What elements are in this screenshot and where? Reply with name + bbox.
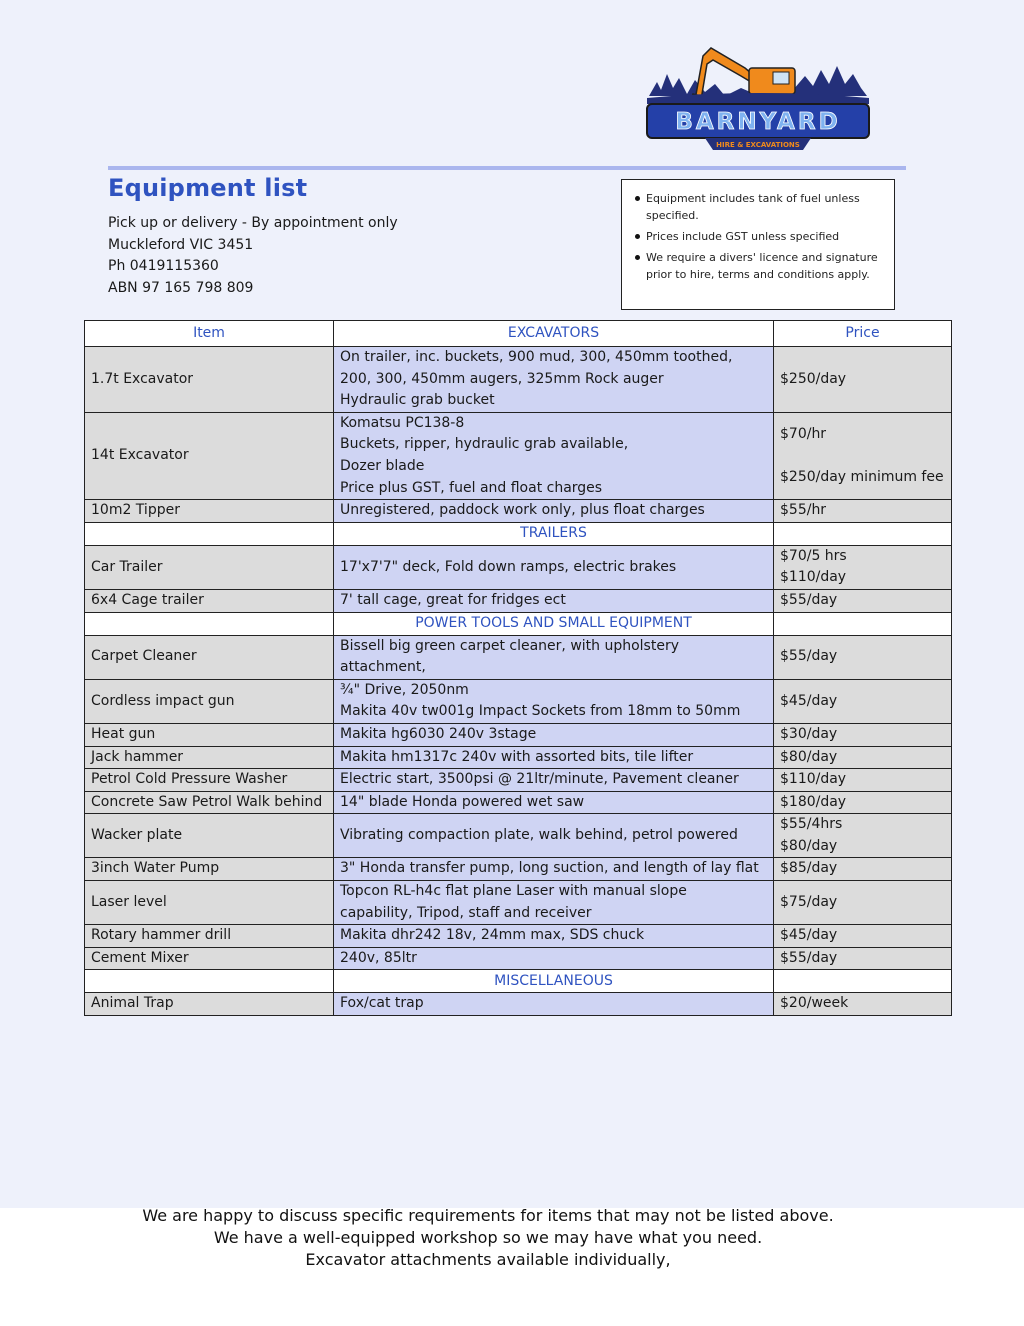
column-header-item: Item — [85, 321, 334, 347]
description-line: Komatsu PC138-8 — [340, 414, 465, 431]
item-cell: Cordless impact gun — [85, 679, 334, 723]
description-cell — [334, 347, 774, 413]
price-cell: $80/day — [774, 746, 952, 769]
description-cell: 14" blade Honda powered wet saw — [334, 791, 774, 814]
barnyard-logo — [645, 38, 871, 156]
logo-brand: BARNYARD — [675, 109, 841, 135]
description-line: Makita 40v tw001g Impact Sockets from 18mm to 50mm — [340, 703, 741, 720]
section-spacer — [85, 970, 334, 993]
price-cell: $110/day — [774, 769, 952, 792]
table-header-row — [85, 321, 952, 347]
description-cell: Makita hg6030 240v 3stage — [334, 723, 774, 746]
table-row — [85, 347, 952, 413]
contact-line: Muckleford VIC 3451 — [108, 236, 254, 253]
footer-line: We have a well-equipped workshop so we may have what you need. — [213, 1228, 763, 1247]
price-cell: $55/day — [774, 635, 952, 679]
item-cell: 1.7t Excavator — [85, 347, 334, 413]
price-cell: $85/day — [774, 858, 952, 881]
table-row — [85, 791, 952, 814]
description-cell: Unregistered, paddock work only, plus float charges — [334, 500, 774, 523]
page-title: Equipment list — [108, 174, 308, 202]
table-row — [85, 814, 952, 858]
price-line: $110/day — [780, 569, 847, 586]
price-cell: $45/day — [774, 679, 952, 723]
description-line: Buckets, ripper, hydraulic grab available, — [340, 436, 629, 453]
description-line: capability, Tripod, staff and receiver — [340, 904, 592, 921]
note-item: Equipment includes tank of fuel unless specified. — [646, 190, 884, 224]
section-spacer — [774, 522, 952, 545]
price-cell: $250/day — [774, 347, 952, 413]
price-cell: $180/day — [774, 791, 952, 814]
footer-line: Excavator attachments available individually, — [305, 1250, 671, 1269]
description-cell: 3" Honda transfer pump, long suction, and length of lay flat — [334, 858, 774, 881]
item-cell: Laser level — [85, 881, 334, 925]
section-spacer — [85, 522, 334, 545]
column-header-category: EXCAVATORS — [334, 321, 774, 347]
item-cell: Carpet Cleaner — [85, 635, 334, 679]
description-cell: 17'x7'7" deck, Fold down ramps, electric brakes — [334, 545, 774, 589]
item-cell: 14t Excavator — [85, 412, 334, 499]
section-spacer — [774, 612, 952, 635]
item-cell: 10m2 Tipper — [85, 500, 334, 523]
contact-line: Pick up or delivery - By appointment only — [108, 215, 398, 231]
section-spacer — [85, 612, 334, 635]
price-cell: $55/day — [774, 947, 952, 970]
description-cell: Makita dhr242 18v, 24mm max, SDS chuck — [334, 925, 774, 948]
description-line: Price plus GST, fuel and float charges — [340, 479, 603, 496]
table-row — [85, 589, 952, 612]
table-row — [85, 881, 952, 925]
price-cell: $45/day — [774, 925, 952, 948]
excavator-window-icon — [773, 72, 789, 84]
section-spacer — [774, 970, 952, 993]
table-row — [85, 545, 952, 589]
description-line: Bissell big green carpet cleaner, with upholstery — [340, 637, 679, 654]
footer-line: We are happy to discuss specific requirements for items that may not be listed above. — [142, 1206, 834, 1225]
item-cell: 3inch Water Pump — [85, 858, 334, 881]
table-row — [85, 500, 952, 523]
table-row — [85, 412, 952, 499]
notes-box — [621, 179, 895, 310]
description-line: ¾" Drive, 2050nm — [340, 681, 469, 698]
item-cell: Jack hammer — [85, 746, 334, 769]
description-cell: Electric start, 3500psi @ 21ltr/minute, Pavement cleaner — [334, 769, 774, 792]
description-line: Hydraulic grab bucket — [340, 392, 495, 409]
logo-tagline: HIRE & EXCAVATIONS — [716, 141, 800, 149]
price-cell — [774, 412, 952, 499]
equipment-table — [84, 320, 952, 1016]
item-cell: Rotary hammer drill — [85, 925, 334, 948]
footer-notes — [0, 1205, 976, 1271]
note-item: Prices include GST unless specified — [646, 228, 884, 245]
section-header-row — [85, 612, 952, 635]
price-cell: $55/day — [774, 589, 952, 612]
description-cell — [334, 412, 774, 499]
item-cell: Car Trailer — [85, 545, 334, 589]
description-line: On trailer, inc. buckets, 900 mud, 300, 450mm toothed, — [340, 349, 733, 365]
price-line: $70/hr — [780, 425, 827, 442]
table-row — [85, 947, 952, 970]
item-cell: 6x4 Cage trailer — [85, 589, 334, 612]
contact-line: ABN 97 165 798 809 — [108, 280, 254, 297]
table-row — [85, 993, 952, 1016]
contact-block — [108, 213, 398, 300]
item-cell: Heat gun — [85, 723, 334, 746]
table-row — [85, 635, 952, 679]
description-line: Topcon RL-h4c flat plane Laser with manual slope — [340, 883, 687, 900]
table-row — [85, 679, 952, 723]
description-cell — [334, 679, 774, 723]
description-cell: 7' tall cage, great for fridges ect — [334, 589, 774, 612]
price-line: $80/day — [780, 837, 838, 854]
description-line: Dozer blade — [340, 457, 425, 474]
column-header-price: Price — [774, 321, 952, 347]
table-row — [85, 858, 952, 881]
description-cell: Makita hm1317c 240v with assorted bits, tile lifter — [334, 746, 774, 769]
note-item: We require a divers' licence and signature prior to hire, terms and conditions apply. — [646, 249, 884, 283]
item-cell: Cement Mixer — [85, 947, 334, 970]
description-line: attachment, — [340, 659, 426, 676]
item-cell: Animal Trap — [85, 993, 334, 1016]
price-cell — [774, 814, 952, 858]
price-line: $250/day minimum fee — [780, 468, 944, 485]
table-row — [85, 746, 952, 769]
table-row — [85, 723, 952, 746]
description-line: 200, 300, 450mm augers, 325mm Rock auger — [340, 370, 664, 387]
price-line: $70/5 hrs — [780, 547, 847, 564]
item-cell: Wacker plate — [85, 814, 334, 858]
section-title: TRAILERS — [334, 522, 774, 545]
price-cell: $20/week — [774, 993, 952, 1016]
table-row — [85, 769, 952, 792]
table-row — [85, 925, 952, 948]
price-cell: $55/hr — [774, 500, 952, 523]
item-cell: Concrete Saw Petrol Walk behind — [85, 791, 334, 814]
price-cell: $75/day — [774, 881, 952, 925]
header-divider — [108, 166, 906, 170]
price-cell — [774, 545, 952, 589]
description-cell: Vibrating compaction plate, walk behind, petrol powered — [334, 814, 774, 858]
description-cell — [334, 635, 774, 679]
description-cell: Fox/cat trap — [334, 993, 774, 1016]
section-header-row — [85, 970, 952, 993]
item-cell: Petrol Cold Pressure Washer — [85, 769, 334, 792]
price-cell: $30/day — [774, 723, 952, 746]
contact-line: Ph 0419115360 — [108, 258, 219, 275]
section-title: MISCELLANEOUS — [334, 970, 774, 993]
description-cell — [334, 881, 774, 925]
section-title: POWER TOOLS AND SMALL EQUIPMENT — [334, 612, 774, 635]
price-line: $55/4hrs — [780, 816, 843, 833]
section-header-row — [85, 522, 952, 545]
description-cell: 240v, 85ltr — [334, 947, 774, 970]
